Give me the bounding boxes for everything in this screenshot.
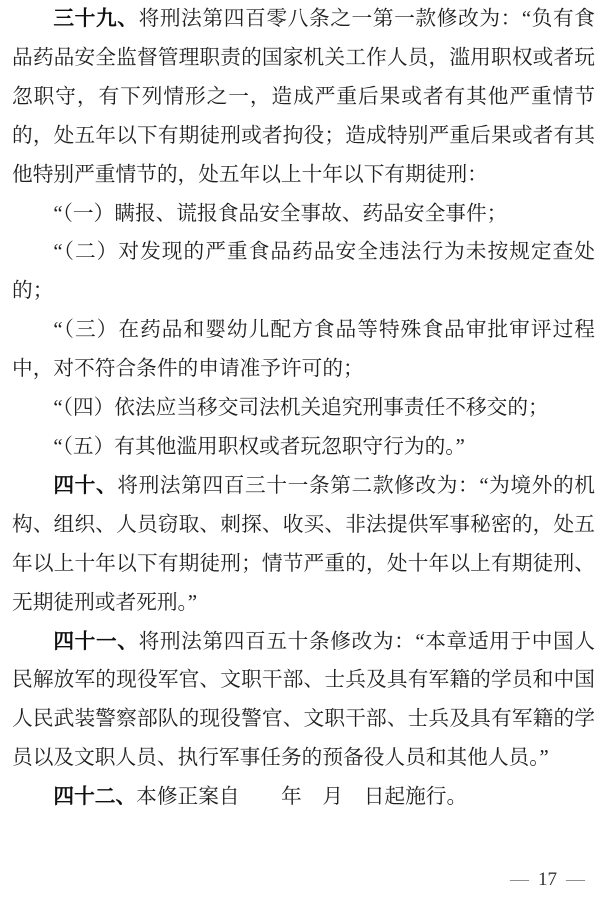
- section-number: 三十九、: [53, 7, 139, 30]
- paragraph-text: “（三）在药品和婴幼儿配方食品等特殊食品审批审评过程中，对不符合条件的申请准予许可的；: [12, 319, 595, 381]
- law-paragraph: [12, 233, 595, 311]
- paragraph-text: “（五）有其他滥用职权或者玩忽职守行为的。”: [53, 435, 465, 458]
- law-paragraph: [12, 428, 595, 467]
- law-paragraph: [12, 0, 595, 195]
- paragraph-text: “（四）依法应当移交司法机关追究刑事责任不移交的；: [53, 397, 549, 420]
- law-paragraph: [12, 778, 595, 817]
- paragraph-text: 将刑法第四百五十条修改为：“本章适用于中国人民解放军的现役军官、文职干部、士兵及具有军籍的学员和中国人民武装警察部队的现役警官、文职干部、士兵及具有军籍的学员以及文职人员、执行军事任务的预备役人员和其他人员。”: [12, 630, 595, 770]
- footer-right-dash: —: [566, 869, 585, 890]
- paragraph-text: 将刑法第四百零八条之一第一款修改为：“负有食品药品安全监督管理职责的国家机关工作人员，滥用职权或者玩忽职守，有下列情形之一，造成严重后果或者有其他严重情节的，处五年以下有期徒刑或者拘役；造成特别严重后果或者有其他特别严重情节的，处五年以上十年以下有期徒刑：: [12, 8, 595, 186]
- law-paragraph: [12, 311, 595, 389]
- paragraph-text: “（一）瞒报、谎报食品安全事故、药品安全事件；: [53, 202, 508, 225]
- paragraph-text: “（二）对发现的严重食品药品安全违法行为未按规定查处的；: [12, 241, 595, 303]
- paragraph-text: 本修正案自 年 月 日起施行。: [136, 786, 468, 809]
- document-body: [12, 0, 595, 817]
- paragraph-text: 将刑法第四百三十一条第二款修改为：“为境外的机构、组织、人员窃取、刺探、收买、非法提供军事秘密的，处五年以上十年以下有期徒刑；情节严重的，处十年以上有期徒刑、无期徒刑或者死刑。”: [12, 474, 595, 614]
- law-paragraph: [12, 389, 595, 428]
- law-paragraph: [12, 467, 595, 623]
- section-number: 四十、: [53, 473, 118, 497]
- section-number: 四十一、: [53, 629, 139, 653]
- page-footer: [510, 866, 585, 894]
- law-paragraph: [12, 623, 595, 779]
- section-number: 四十二、: [53, 785, 137, 809]
- page-number: 17: [538, 869, 557, 890]
- footer-left-dash: —: [510, 869, 529, 890]
- law-paragraph: [12, 195, 595, 234]
